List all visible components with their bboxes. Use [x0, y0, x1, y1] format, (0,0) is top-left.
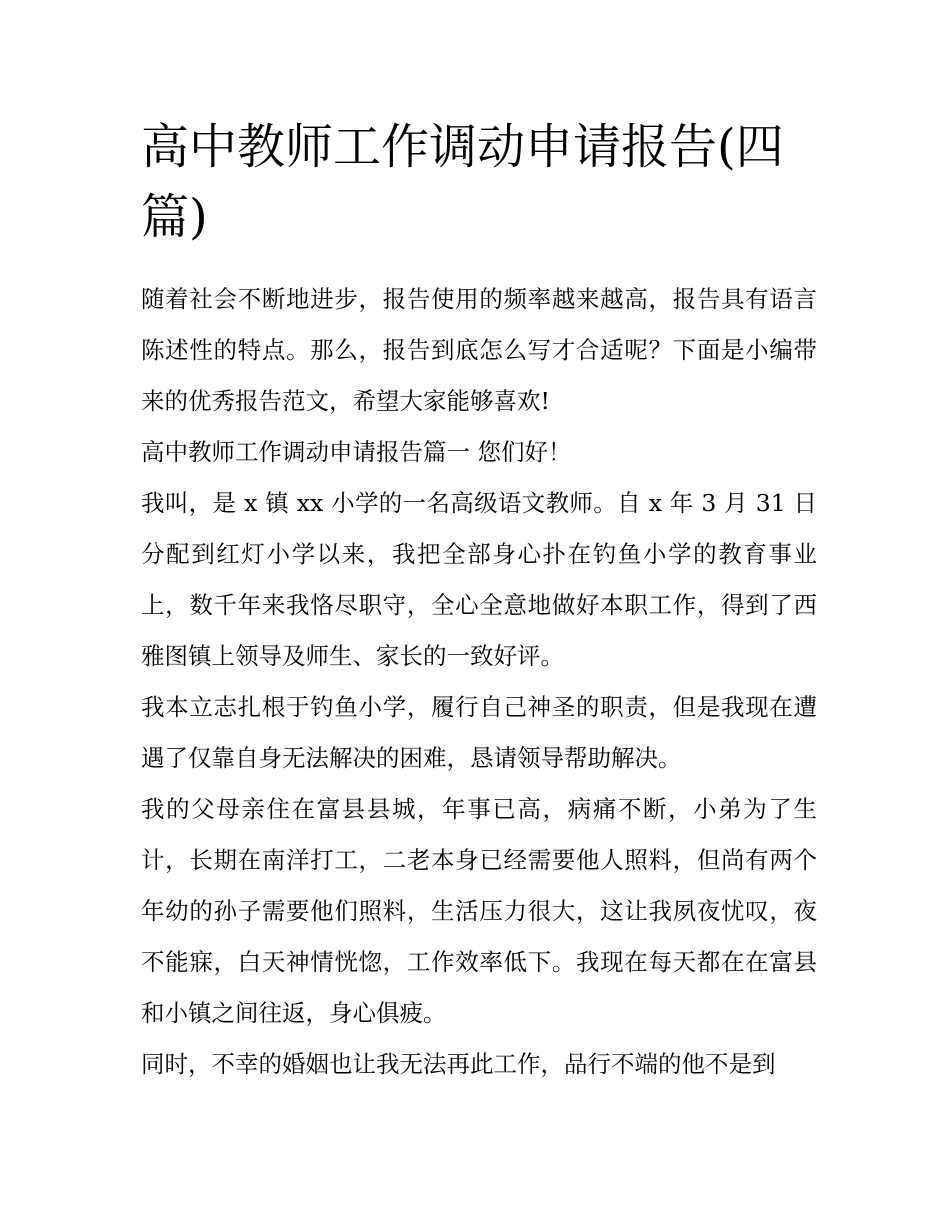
- paragraph-family-situation: 我的父母亲住在富县县城，年事已高，病痛不断，小弟为了生计，长期在南洋打工，二老本身已经需要他人照料，但尚有两个年幼的孙子需要他们照料，生活压力很大，这让我夙夜忧叹，夜不能寐，白天神情恍惚，工作效率低下。我现在每天都在在富县和小镇之间往返，身心俱疲。: [141, 795, 817, 1027]
- paragraph-request: 我本立志扎根于钓鱼小学，履行自己神圣的职责，但是我现在遭遇了仅靠自身无法解决的困难，恳请领导帮助解决。: [141, 693, 817, 772]
- document-body: [141, 112, 817, 1090]
- document-title: 高中教师工作调动申请报告(四篇): [141, 119, 784, 245]
- paragraph-self-introduction: 我叫，是 x 镇 xx 小学的一名高级语文教师。自 x 年 3 月 31 日分配到红灯小学以来，我把全部身心扑在钓鱼小学的教育事业上，数千年来我恪尽职守，全心全意地做好本职工作，得到了西雅图镇上领导及师生、家长的一致好评。: [141, 489, 817, 670]
- paragraph-heading-greeting: 高中教师工作调动申请报告篇一 您们好！: [141, 438, 572, 466]
- paragraph-intro: 随着社会不断地进步，报告使用的频率越来越高，报告具有语言陈述性的特点。那么，报告到底怎么写才合适呢？下面是小编带来的优秀报告范文，希望大家能够喜欢!: [141, 285, 817, 415]
- paragraph-marriage: 同时，不幸的婚姻也让我无法再此工作，品行不端的他不是到: [141, 1050, 776, 1078]
